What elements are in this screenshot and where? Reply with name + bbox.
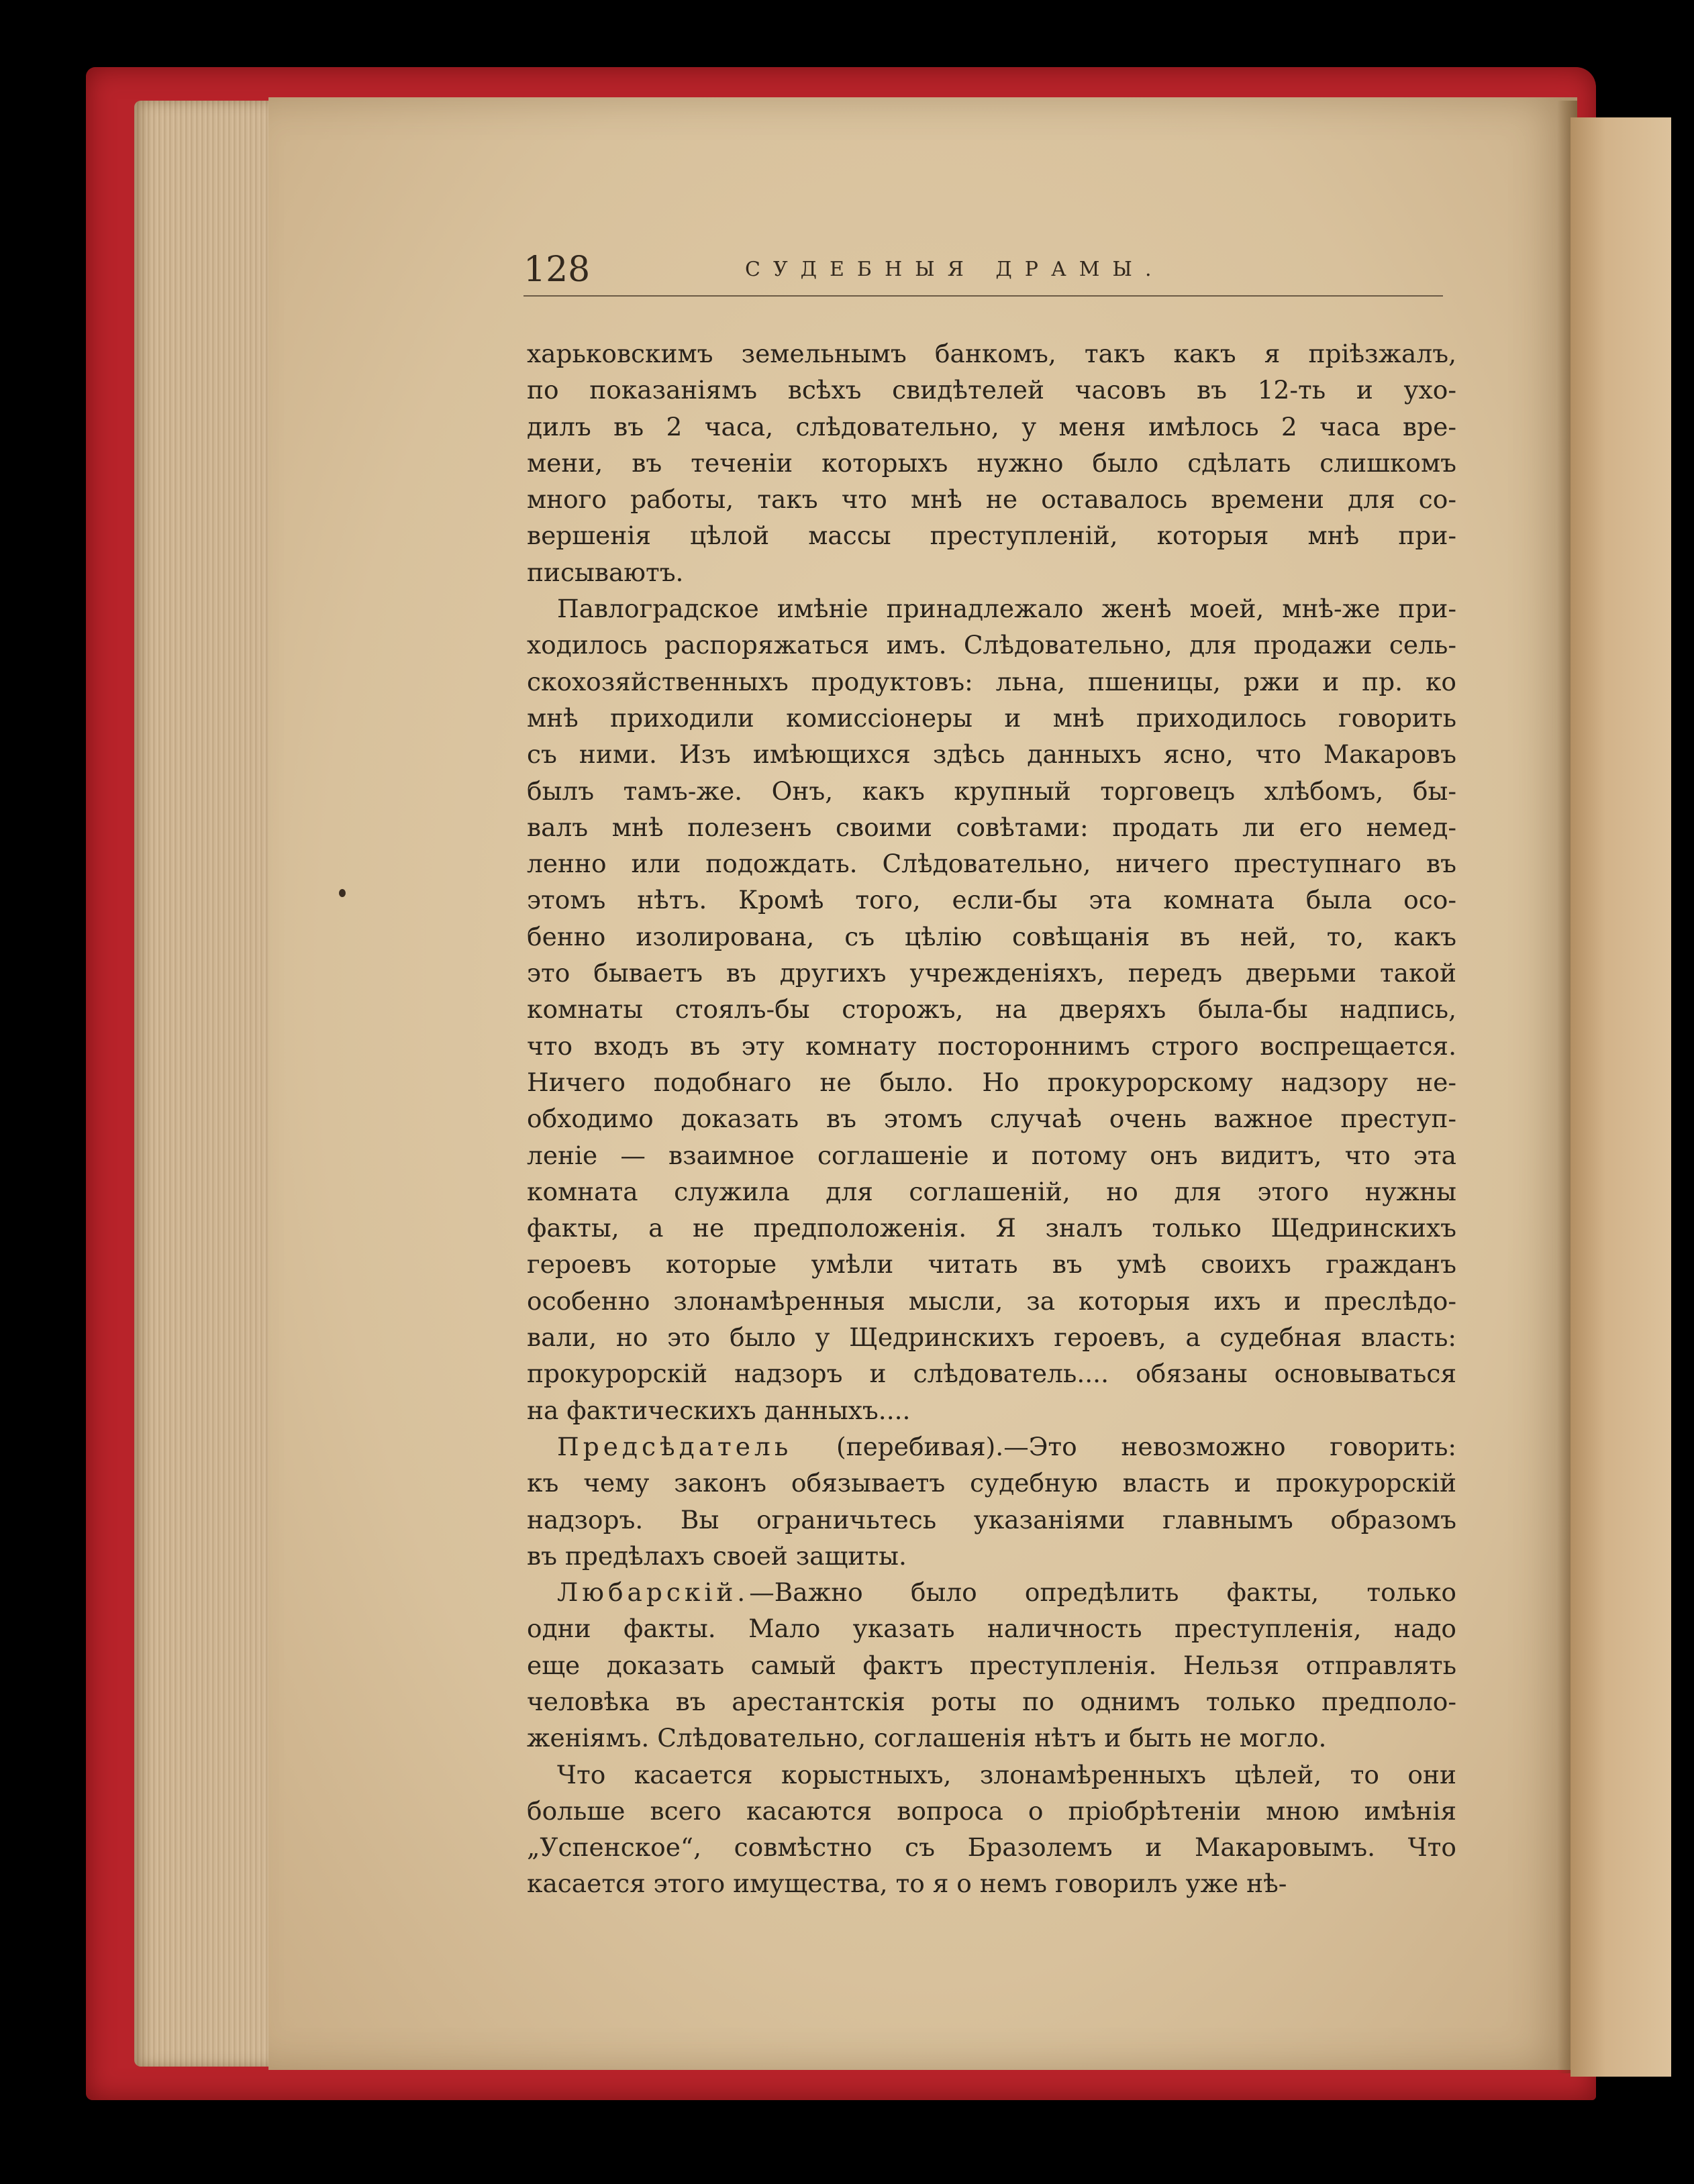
text-line: [527, 955, 1456, 991]
line-text: скохозяйственныхъ продуктовъ: льна, пшеницы, ржи и пр. ко: [527, 666, 1456, 696]
text-line: [527, 372, 1456, 408]
line-text: касается этого имущества, то я о немъ говорилъ уже нѣ-: [527, 1869, 1287, 1899]
text-line: [527, 1174, 1456, 1210]
line-text: харьковскимъ земельнымъ банкомъ, такъ какъ я прiѣзжалъ,: [527, 339, 1456, 368]
text-line: [527, 1574, 1456, 1610]
text-line: [527, 1757, 1456, 1793]
line-text: ходилось распоряжаться имъ. Слѣдовательно, для продажи сель-: [527, 630, 1456, 660]
text-line: [527, 409, 1456, 445]
line-text: факты, а не предположенiя. Я зналъ только Щедринскихъ: [527, 1213, 1456, 1243]
speaker-name: Предсѣдатель: [557, 1431, 793, 1461]
line-text: много работы, такъ что мнѣ не оставалось времени для со-: [527, 484, 1456, 515]
line-text: одни факты. Мало указать наличность преступленiя, надо: [527, 1614, 1456, 1644]
line-text: это бываетъ въ другихъ учрежденiяхъ, передъ дверьми такой: [527, 958, 1456, 988]
line-text: комнаты стоялъ-бы сторожъ, на дверяхъ была-бы надпись,: [527, 994, 1456, 1025]
text-line: [527, 1392, 1456, 1428]
text-line: [527, 1865, 1456, 1902]
line-text: въ предѣлахъ своей защиты.: [527, 1541, 907, 1571]
line-text: Что касается корыстныхъ, злонамѣренныхъ цѣлей, то они: [557, 1759, 1456, 1789]
line-text: по показанiямъ всѣхъ свидѣтелей часовъ въ 12-ть и ухо-: [527, 375, 1456, 405]
line-text: ленiе — взаимное соглашенiе и потому онъ видитъ, что эта: [527, 1140, 1456, 1170]
text-line: [527, 1028, 1456, 1064]
text-line: [527, 517, 1456, 554]
header-rule: [524, 295, 1443, 297]
running-title: СУДЕБНЫЯ ДРАМЫ.: [745, 258, 1164, 281]
line-text: съ ними. Изъ имѣющихся здѣсь данныхъ ясно, что Макаровъ: [527, 739, 1456, 770]
page-header: [524, 250, 1443, 297]
speaker-name: Любарскiй.: [557, 1577, 750, 1608]
text-line: [527, 627, 1456, 663]
line-text: Павлоградское имѣнiе принадлежало женѣ моей, мнѣ-же при-: [557, 594, 1456, 624]
line-text: что входъ въ эту комнату постороннимъ строго воспрещается.: [527, 1031, 1456, 1061]
text-line: [527, 773, 1456, 809]
line-text: комната служила для соглашенiй, но для этого нужны: [527, 1176, 1456, 1206]
text-line: [527, 1428, 1456, 1465]
line-text: писываютъ.: [527, 557, 684, 587]
text-line: [527, 664, 1456, 700]
text-line: [527, 1246, 1456, 1282]
line-text: дилъ въ 2 часа, слѣдовательно, у меня имѣлось 2 часа вре-: [527, 411, 1456, 441]
line-text: прокурорскiй надзоръ и слѣдователь.... обязаны основываться: [527, 1359, 1456, 1389]
line-text: особенно злонамѣренныя мысли, за которыя ихъ и преслѣдо-: [527, 1286, 1456, 1316]
line-text: Ничего подобнаго не было. Но прокурорскому надзору не-: [527, 1067, 1456, 1097]
line-text: мнѣ приходили комиссiонеры и мнѣ приходилось говорить: [527, 703, 1456, 733]
text-line: [527, 1319, 1456, 1355]
text-line: [527, 736, 1456, 772]
text-line: [527, 1647, 1456, 1683]
text-line: [527, 1100, 1456, 1137]
line-text: вали, но это было у Щедринскихъ героевъ, а судебная власть:: [527, 1322, 1456, 1353]
page-number: 128: [524, 250, 591, 290]
text-line: [527, 1829, 1456, 1865]
text-line: [527, 1283, 1456, 1319]
line-text: надзоръ. Вы ограничьтесь указанiями главнымъ образомъ: [527, 1504, 1456, 1535]
text-line: [527, 1502, 1456, 1538]
text-line: [527, 882, 1456, 918]
line-text: вершенiя цѣлой массы преступленiй, которыя мнѣ при-: [527, 521, 1456, 551]
line-text: на фактическихъ данныхъ....: [527, 1395, 911, 1425]
text-line: [527, 809, 1456, 845]
text-line: [527, 1210, 1456, 1246]
body-text: [527, 335, 1456, 1902]
line-text: этомъ нѣтъ. Кромѣ того, если-бы эта комната была осо-: [527, 885, 1456, 915]
text-line: [527, 919, 1456, 955]
text-line: [527, 1538, 1456, 1574]
line-text: былъ тамъ-же. Онъ, какъ крупный торговецъ хлѣбомъ, бы-: [527, 776, 1456, 806]
line-text: героевъ которые умѣли читать въ умѣ своихъ гражданъ: [527, 1249, 1456, 1280]
text-line: [527, 1610, 1456, 1647]
text-line: [527, 335, 1456, 372]
text-line: [527, 700, 1456, 736]
text-line: [527, 1683, 1456, 1720]
text-line: [527, 445, 1456, 481]
line-text: —Важно было опредѣлить факты, только: [749, 1577, 1456, 1608]
line-text: валъ мнѣ полезенъ своими совѣтами: продать ли его немед-: [527, 812, 1456, 842]
line-text: еще доказать самый фактъ преступленiя. Нельзя отправлять: [527, 1650, 1456, 1680]
text-line: [527, 845, 1456, 882]
text-line: [527, 481, 1456, 517]
line-text: бенно изолирована, съ цѣлiю совѣщанiя въ ней, то, какъ: [527, 921, 1456, 951]
facing-page: [1571, 117, 1671, 2077]
text-line: [527, 590, 1456, 627]
line-text: (перебивая).—Это невозможно говорить:: [792, 1431, 1456, 1461]
text-line: [527, 1720, 1456, 1756]
page-edges: [134, 101, 289, 2067]
text-line: [527, 991, 1456, 1027]
text-line: [527, 1793, 1456, 1829]
text-line: [527, 1137, 1456, 1174]
line-text: женiямъ. Слѣдовательно, соглашенiя нѣтъ и быть не могло.: [527, 1723, 1327, 1753]
ink-speck: [339, 889, 346, 897]
line-text: къ чему законъ обязываетъ судебную власть и прокурорскiй: [527, 1468, 1456, 1498]
line-text: человѣка въ арестантскiя роты по однимъ только предполо-: [527, 1686, 1456, 1716]
text-line: [527, 1064, 1456, 1100]
text-line: [527, 554, 1456, 590]
line-text: ленно или подождать. Слѣдовательно, ничего преступнаго въ: [527, 849, 1456, 879]
text-line: [527, 1355, 1456, 1392]
text-line: [527, 1465, 1456, 1501]
line-text: обходимо доказать въ этомъ случаѣ очень важное преступ-: [527, 1104, 1456, 1134]
line-text: „Успенское“, совмѣстно съ Бразолемъ и Макаровымъ. Что: [527, 1832, 1456, 1863]
line-text: больше всего касаются вопроса о прiобрѣтенiи мною имѣнiя: [527, 1796, 1456, 1826]
line-text: мени, въ теченiи которыхъ нужно было сдѣлать слишкомъ: [527, 448, 1456, 478]
